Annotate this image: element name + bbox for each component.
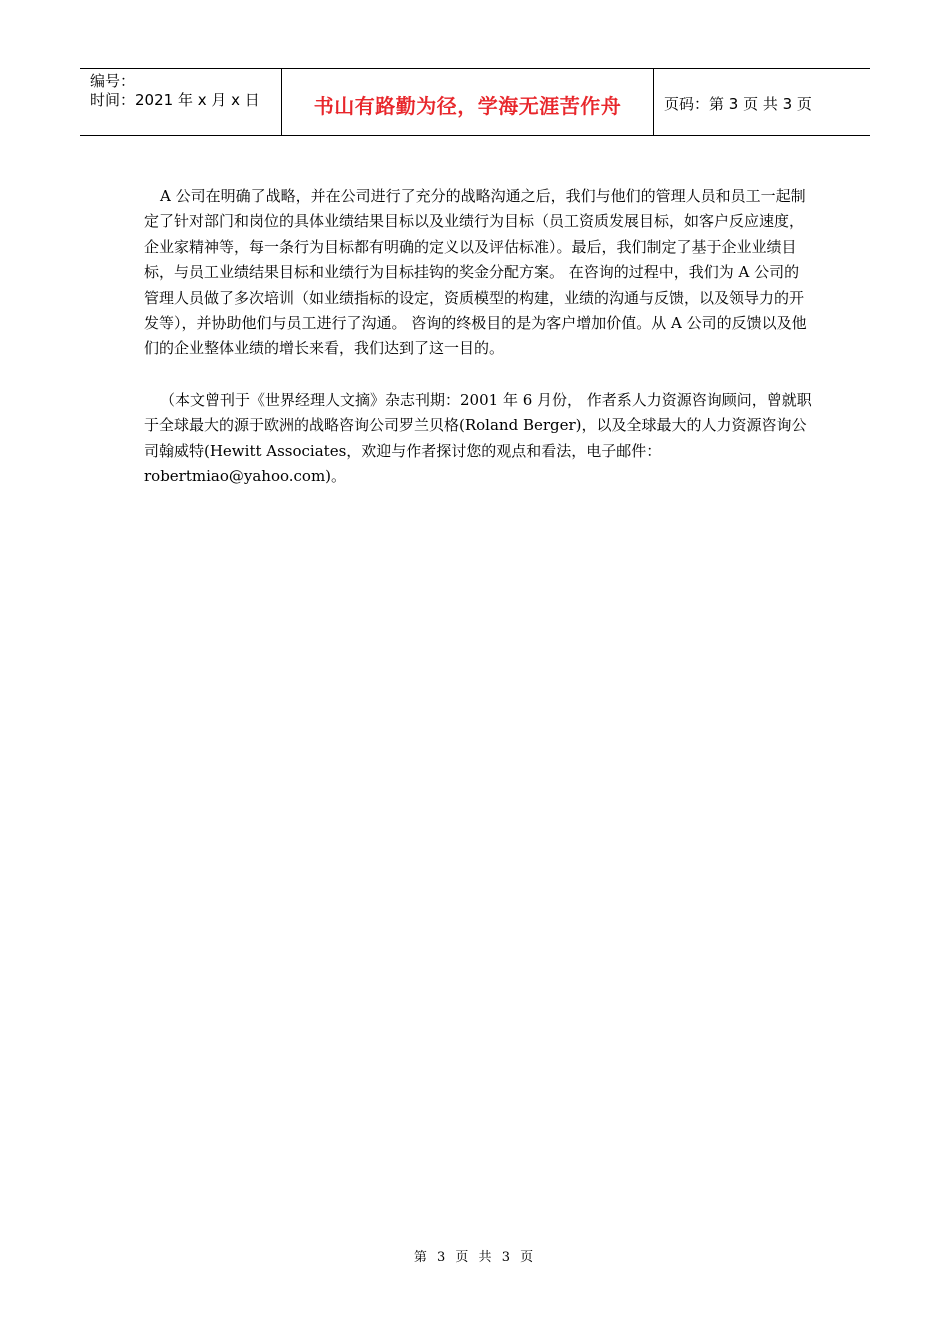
document-date: 时间：2021 年 x 月 x 日 [90, 91, 260, 109]
header-motto-cell [281, 69, 654, 135]
header-page-cell [654, 69, 870, 135]
document-header [80, 68, 870, 136]
document-body [144, 184, 812, 489]
header-meta-cell [80, 69, 281, 135]
page-footer: 第 3 页 共 3 页 [413, 1250, 537, 1265]
document-number-label: 编号： [90, 72, 136, 90]
body-paragraph-2: （本文曾刊于《世界经理人文摘》杂志刊期：2001 年 6 月份， 作者系人力资源咨询顾问，曾就职于全球最大的源于欧洲的战略咨询公司罗兰贝格(Roland Berger)，以及全球最大的人力资源咨询公司翰威特(Hewitt Associates，欢迎与作者探讨您的观点和看法，电子邮件：robertmiao@yahoo.com)。 [144, 390, 812, 486]
body-paragraph-1: A 公司在明确了战略，并在公司进行了充分的战略沟通之后，我们与他们的管理人员和员工一起制定了针对部门和岗位的具体业绩结果目标以及业绩行为目标（员工资质发展目标，如客户反应速度，企业家精神等，每一条行为目标都有明确的定义以及评估标准）。最后，我们制定了基于企业业绩目标，与员工业绩结果目标和业绩行为目标挂钩的奖金分配方案。 在咨询的过程中，我们为 A 公司的管理人员做了多次培训（如业绩指标的设定，资质模型的构建，业绩的沟通与反馈，以及领导力的开发等），并协助他们与员工进行了沟通。 咨询的终极目的是为客户增加价值。从 A 公司的反馈以及他们的企业整体业绩的增长来看，我们达到了这一目的。 [144, 187, 807, 358]
header-motto: 书山有路勤为径，学海无涯苦作舟 [313, 93, 622, 118]
header-page-info: 页码：第 3 页 共 3 页 [664, 94, 812, 113]
